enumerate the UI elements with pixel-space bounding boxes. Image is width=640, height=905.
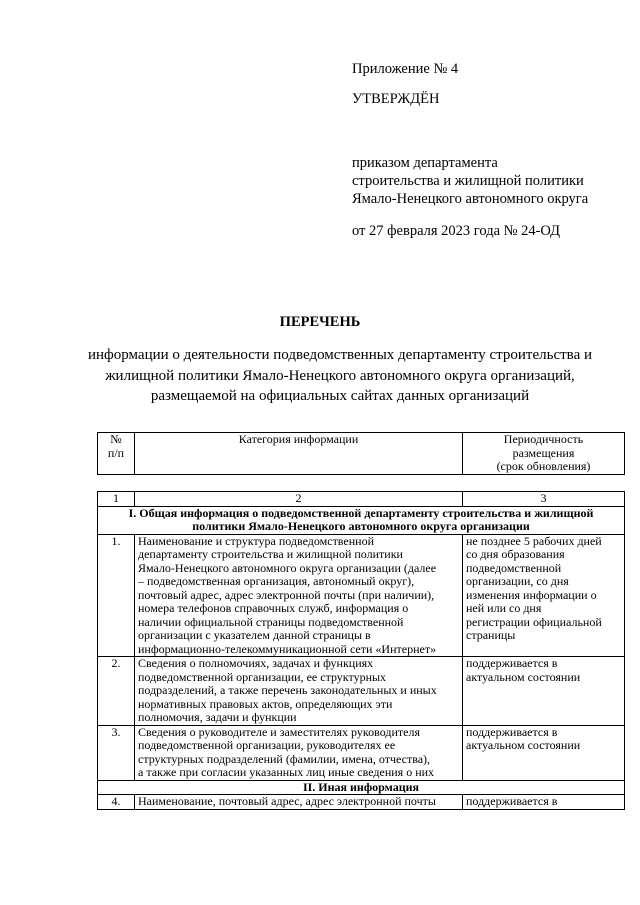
header-period-line: размещения [512, 445, 575, 460]
category-line: а также при согласии указанных лиц иные сведения о них [138, 765, 435, 779]
section-heading [98, 506, 625, 534]
category-line: подразделений, а также перечень законодательных и иных [138, 683, 437, 697]
table-row [98, 795, 625, 810]
row-number: 1. [98, 534, 135, 657]
row-period [463, 657, 625, 726]
header-table [97, 432, 625, 475]
category-line: номера телефонов справочных служб, информация о [138, 601, 409, 615]
section-heading-row [98, 780, 625, 795]
category-line: Ямало-Ненецкого автономного округа организации (далее [138, 560, 437, 575]
order-reference [352, 154, 640, 208]
period-line: подведомственной [466, 560, 562, 575]
appendix-number: Приложение № 4 [352, 61, 459, 77]
category-line: Сведения о полномочиях, задачах и функциях [138, 656, 374, 670]
header-row [98, 433, 625, 475]
row-period: поддерживается в [463, 795, 625, 810]
order-line: Ямало-Ненецкого автономного округа [352, 191, 589, 207]
subtitle-line: жилищной политики Ямало-Ненецкого автономного округа организаций, [105, 367, 575, 384]
period-line: организации, со дня [466, 574, 569, 588]
row-category: Наименование, почтовый адрес, адрес электронной почты [135, 795, 463, 810]
column-number: 3 [463, 492, 625, 507]
period-line: поддерживается в [466, 724, 558, 739]
category-line: нормативных правовых актов, определяющих эти [138, 696, 393, 711]
category-line: структурных подразделений (фамилии, имена, отчества), [138, 751, 431, 766]
category-line: – подведомственная организация, автономный округ), [138, 574, 415, 588]
category-line: организации с указателем данной страницы в [138, 628, 371, 642]
period-line: со дня образования [466, 547, 565, 561]
period-line: изменения информации о [466, 587, 597, 602]
information-table [97, 491, 625, 810]
table-row [98, 725, 625, 780]
category-line: наличии официальной страницы подведомственной [138, 614, 404, 629]
period-line: актуальном состоянии [466, 738, 581, 752]
row-category [135, 657, 463, 726]
order-date: от 27 февраля 2023 года № 24-ОД [352, 223, 561, 239]
row-number: 3. [98, 725, 135, 780]
subtitle-line: информации о деятельности подведомственных департаменту строительства и [87, 347, 593, 363]
header-num-line: № [110, 432, 122, 446]
document-subtitle [80, 345, 600, 407]
period-line: страницы [466, 628, 516, 642]
period-line: ней или со дня [466, 601, 542, 615]
period-line: регистрации официальной [466, 614, 602, 629]
row-period [463, 725, 625, 780]
order-line: приказом департамента [352, 155, 498, 171]
row-number: 2. [98, 657, 135, 726]
row-period [463, 534, 625, 657]
row-category [135, 725, 463, 780]
header-period-line: Периодичность [503, 432, 584, 446]
row-number: 4. [98, 795, 135, 810]
header-period-cell [463, 433, 625, 475]
column-number-row [98, 492, 625, 507]
section-heading: II. Иная информация [98, 780, 625, 795]
category-line: почтовый адрес, адрес электронной почты (при наличии), [138, 587, 435, 602]
category-line: подведомственной организации, руководителях ее [138, 738, 396, 752]
approved-stamp: УТВЕРЖДЁН [352, 91, 440, 107]
table-row [98, 657, 625, 726]
subtitle-line: размещаемой на официальных сайтах данных организаций [150, 388, 530, 404]
category-line: информационно-телекоммуникационной сети «Интернет» [138, 641, 437, 656]
column-number: 2 [135, 492, 463, 507]
period-line: не позднее 5 рабочих дней [466, 533, 602, 548]
category-line: подведомственной организации, ее структурных [138, 669, 387, 684]
category-line: полномочия, задачи и функции [138, 710, 297, 724]
row-category [135, 534, 463, 657]
column-number: 1 [98, 492, 135, 507]
document-title: ПЕРЕЧЕНЬ [279, 314, 361, 330]
section-heading-line: I. Общая информация о подведомственной департаменту строительства и жилищной [128, 505, 594, 520]
section-heading-row [98, 506, 625, 534]
period-line: актуальном состоянии [466, 669, 581, 684]
order-line: строительства и жилищной политики [352, 173, 584, 189]
header-period-line: (срок обновления) [496, 459, 591, 473]
table-row [98, 534, 625, 657]
category-line: департаменту строительства и жилищной политики [138, 547, 403, 561]
section-heading-line: политики Ямало-Ненецкого автономного округа организации [192, 519, 530, 533]
category-line: Наименование и структура подведомственной [138, 533, 374, 548]
period-line: поддерживается в [466, 656, 558, 670]
category-line: Сведения о руководителе и заместителях руководителя [138, 724, 420, 739]
header-category-cell: Категория информации [135, 433, 463, 475]
header-num-line: п/п [107, 445, 125, 460]
header-num-cell [98, 433, 135, 475]
